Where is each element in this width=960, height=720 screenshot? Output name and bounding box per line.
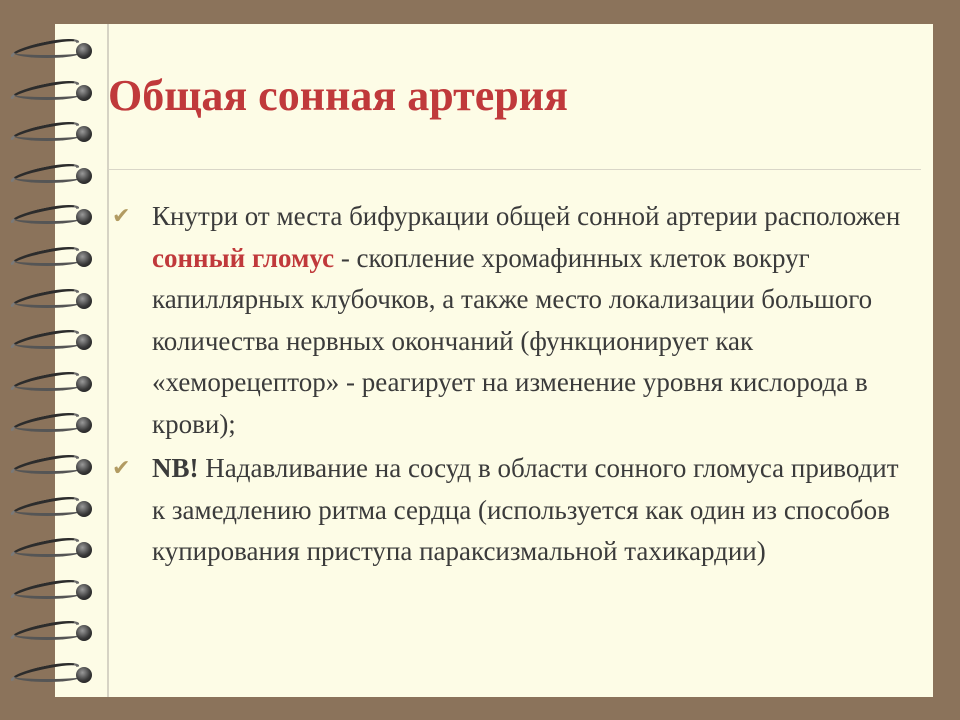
bullet-text: [152, 453, 899, 566]
binding-ring: [10, 579, 100, 603]
binding-ring: [10, 80, 100, 104]
bullet-item: [112, 196, 912, 445]
binding-ring: [10, 38, 100, 62]
binding-ring: [10, 329, 100, 353]
binding-ring: [10, 537, 100, 561]
binding-ring: [10, 204, 100, 228]
highlighted-term: сонный гломус: [152, 242, 335, 273]
text-run: Кнутри от места бифуркации общей сонной артерии расположен: [152, 201, 901, 231]
binding-ring: [10, 121, 100, 145]
text-run: - скопление хромафинных клеток вокруг капиллярных клубочков, а также место локализации большого количества нервных окончаний (функционирует как «хеморецептор» - реагирует на изменение уровня кислорода в крови);: [152, 242, 873, 439]
checkmark-icon: ✔: [112, 456, 131, 481]
binding-ring: [10, 454, 100, 478]
checkmark-icon: ✔: [112, 204, 131, 229]
binding-ring: [10, 412, 100, 436]
nb-label: NB!: [152, 453, 199, 483]
binding-ring: [10, 496, 100, 520]
binding-ring: [10, 371, 100, 395]
spiral-binding: [0, 0, 110, 720]
title-divider: [109, 169, 921, 170]
binding-ring: [10, 288, 100, 312]
bullet-list: [112, 196, 912, 576]
bullet-item: [112, 448, 912, 573]
text-run: Надавливание на сосуд в области сонного гломуса приводит к замедлению ритма сердца (используется как один из способов купирования приступа параксизмальной тахикардии): [152, 453, 899, 566]
binding-ring: [10, 620, 100, 644]
slide-title: Общая сонная артерия: [108, 71, 568, 120]
binding-ring: [10, 662, 100, 686]
binding-ring: [10, 163, 100, 187]
binding-ring: [10, 246, 100, 270]
bullet-text: [152, 201, 900, 439]
